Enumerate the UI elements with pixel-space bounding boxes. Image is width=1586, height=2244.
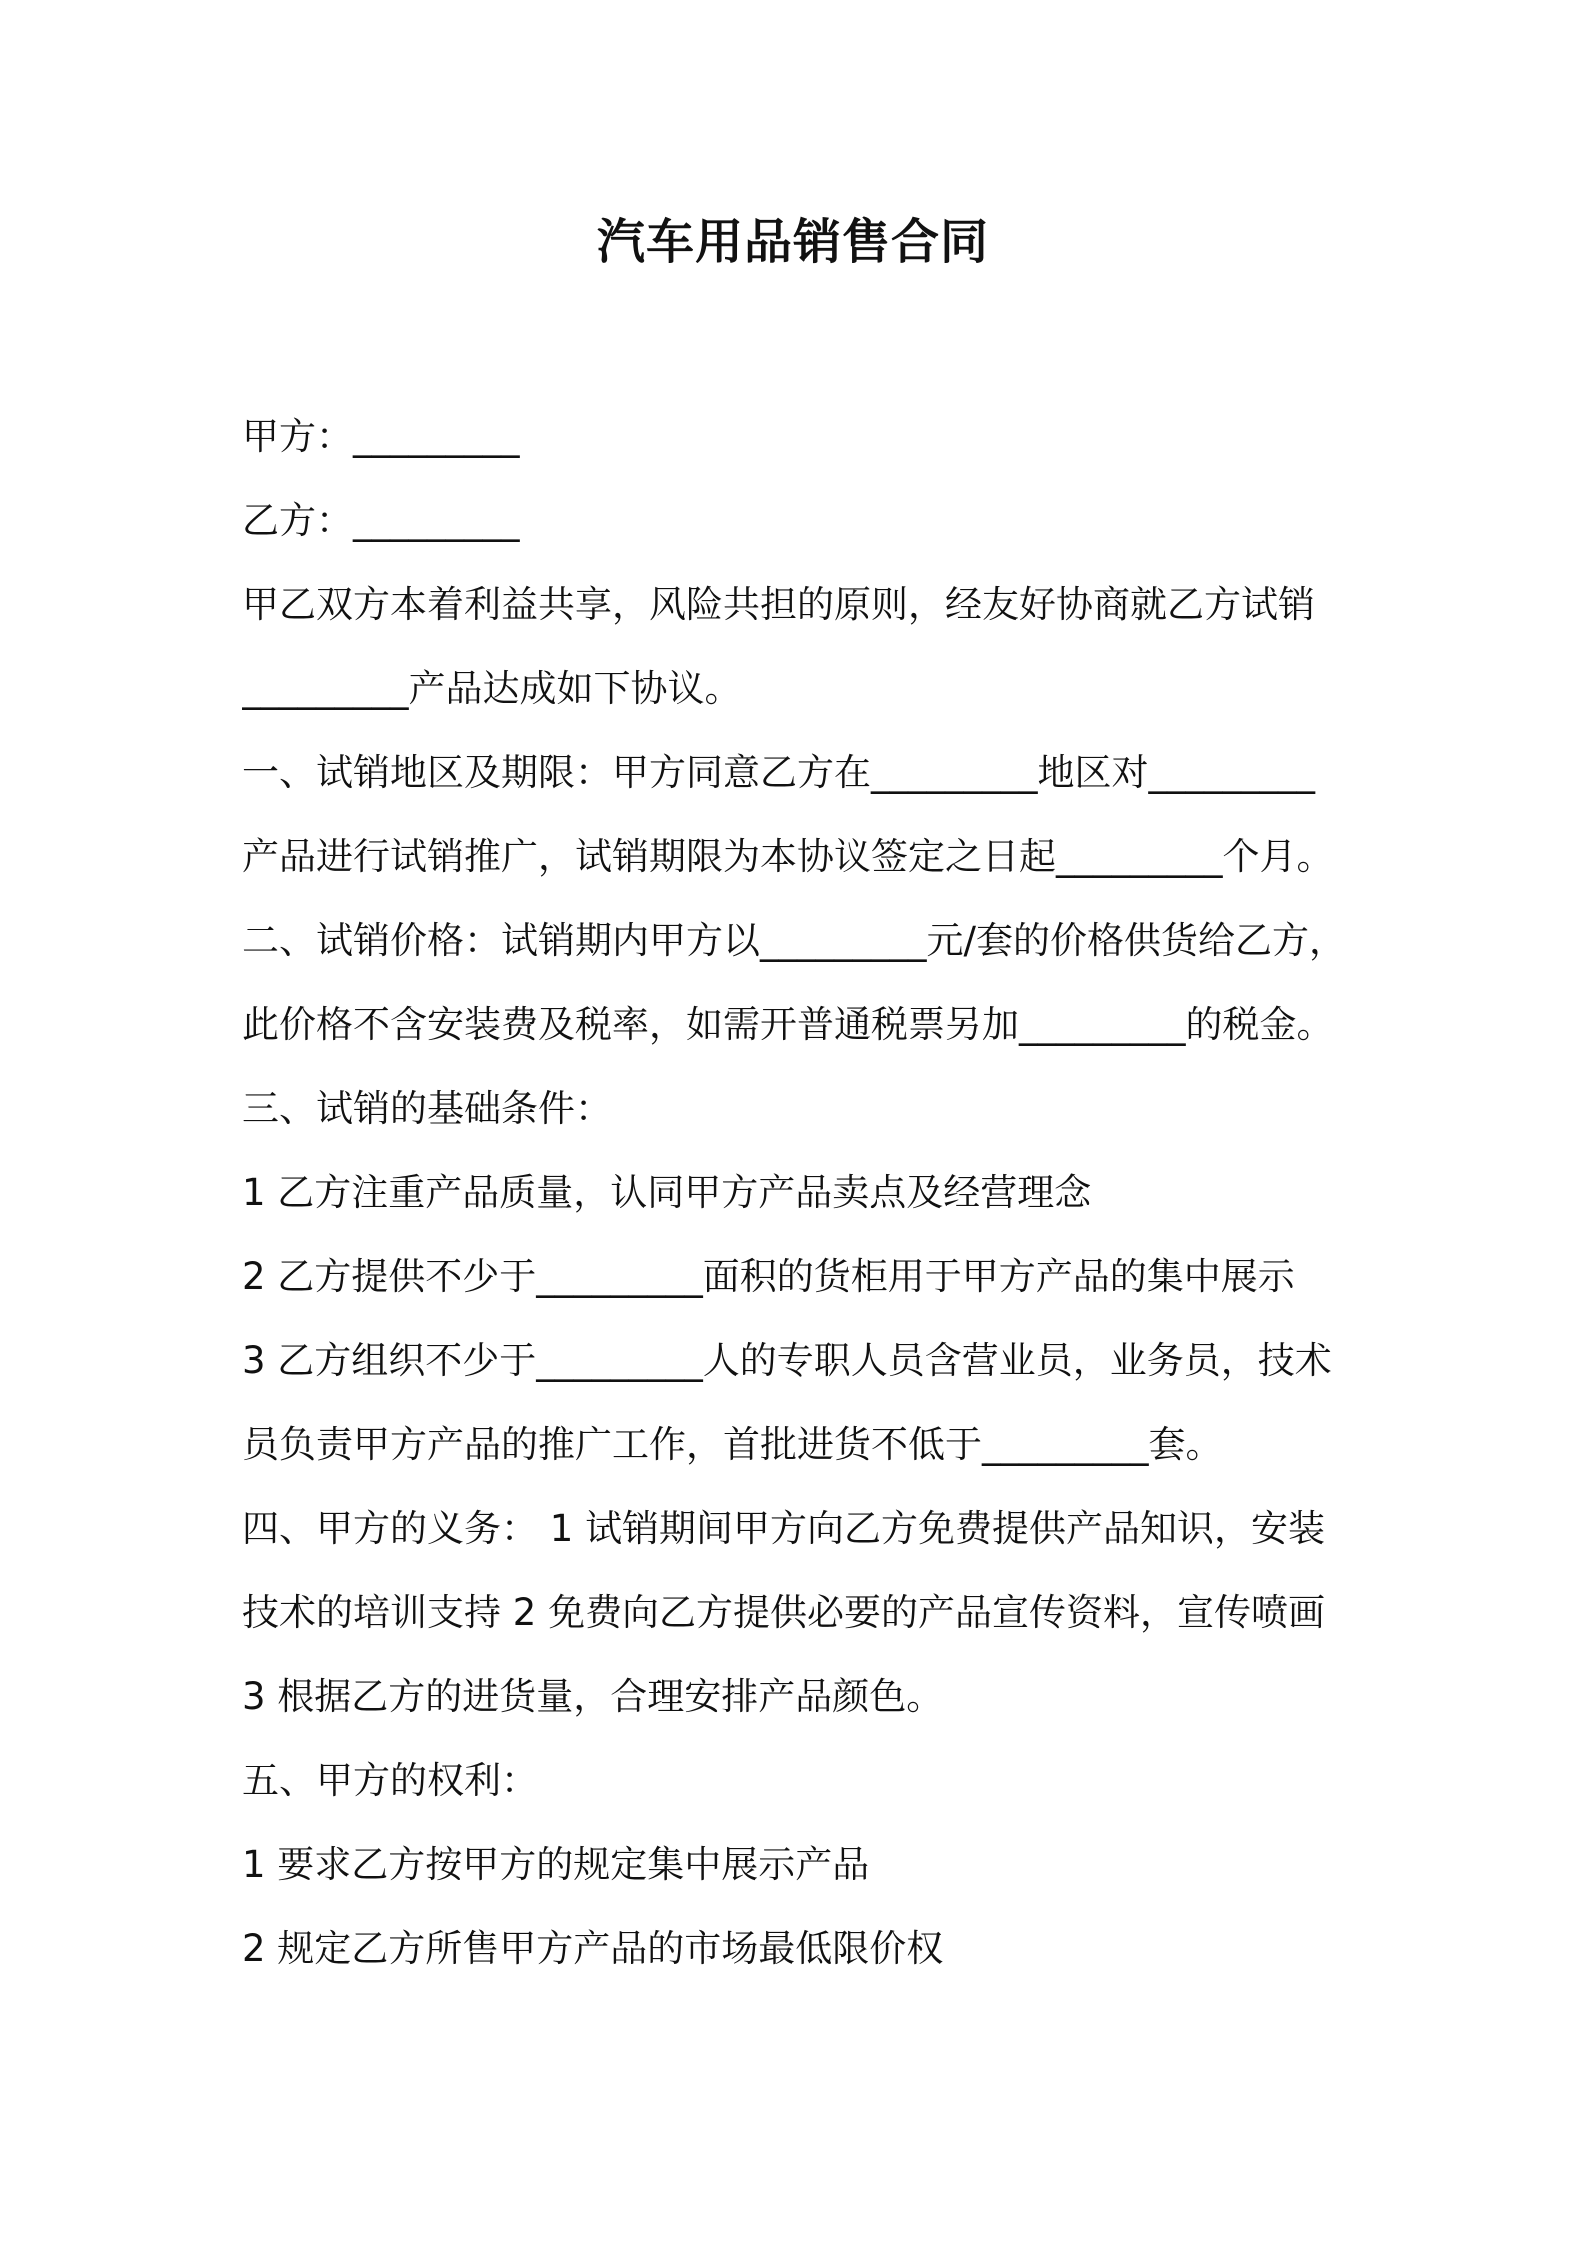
section-5-item-2: 2 规定乙方所售甲方产品的市场最低限价权 [242, 1927, 944, 1970]
section-2-line-1: 二、试销价格：试销期内甲方以_________元/套的价格供货给乙方， [242, 919, 1346, 962]
section-3-item-3-line-1: 3 乙方组织不少于_________人的专职人员含营业员，业务员，技术 [242, 1339, 1332, 1382]
section-1-line-2: 产品进行试销推广，试销期限为本协议签定之日起_________个月。 [242, 835, 1334, 878]
section-3-item-3-line-2: 员负责甲方产品的推广工作，首批进货不低于_________套。 [242, 1423, 1223, 1466]
section-2-line-2: 此价格不含安装费及税率，如需开普通税票另加_________的税金。 [242, 1003, 1334, 1046]
intro-line-1: 甲乙双方本着利益共享，风险共担的原则，经友好协商就乙方试销 [242, 583, 1315, 626]
section-1-line-1: 一、试销地区及期限：甲方同意乙方在_________地区对_________ [242, 751, 1315, 794]
section-5-heading: 五、甲方的权利： [242, 1759, 538, 1802]
document-title: 汽车用品销售合同 [596, 214, 989, 270]
section-5-item-1: 1 要求乙方按甲方的规定集中展示产品 [242, 1843, 870, 1886]
section-4-line-2: 技术的培训支持 2 免费向乙方提供必要的产品宣传资料，宣传喷画 [242, 1591, 1326, 1634]
intro-line-2: _________产品达成如下协议。 [242, 667, 742, 710]
party-b-line: 乙方：_________ [242, 499, 520, 542]
section-3-heading: 三、试销的基础条件： [242, 1087, 612, 1130]
section-3-item-2: 2 乙方提供不少于_________面积的货柜用于甲方产品的集中展示 [242, 1255, 1295, 1298]
section-4-line-3: 3 根据乙方的进货量，合理安排产品颜色。 [242, 1675, 944, 1718]
section-4-line-1: 四、甲方的义务： 1 试销期间甲方向乙方免费提供产品知识，安装 [242, 1507, 1326, 1550]
party-a-line: 甲方：_________ [242, 415, 520, 458]
section-3-item-1: 1 乙方注重产品质量，认同甲方产品卖点及经营理念 [242, 1171, 1092, 1214]
